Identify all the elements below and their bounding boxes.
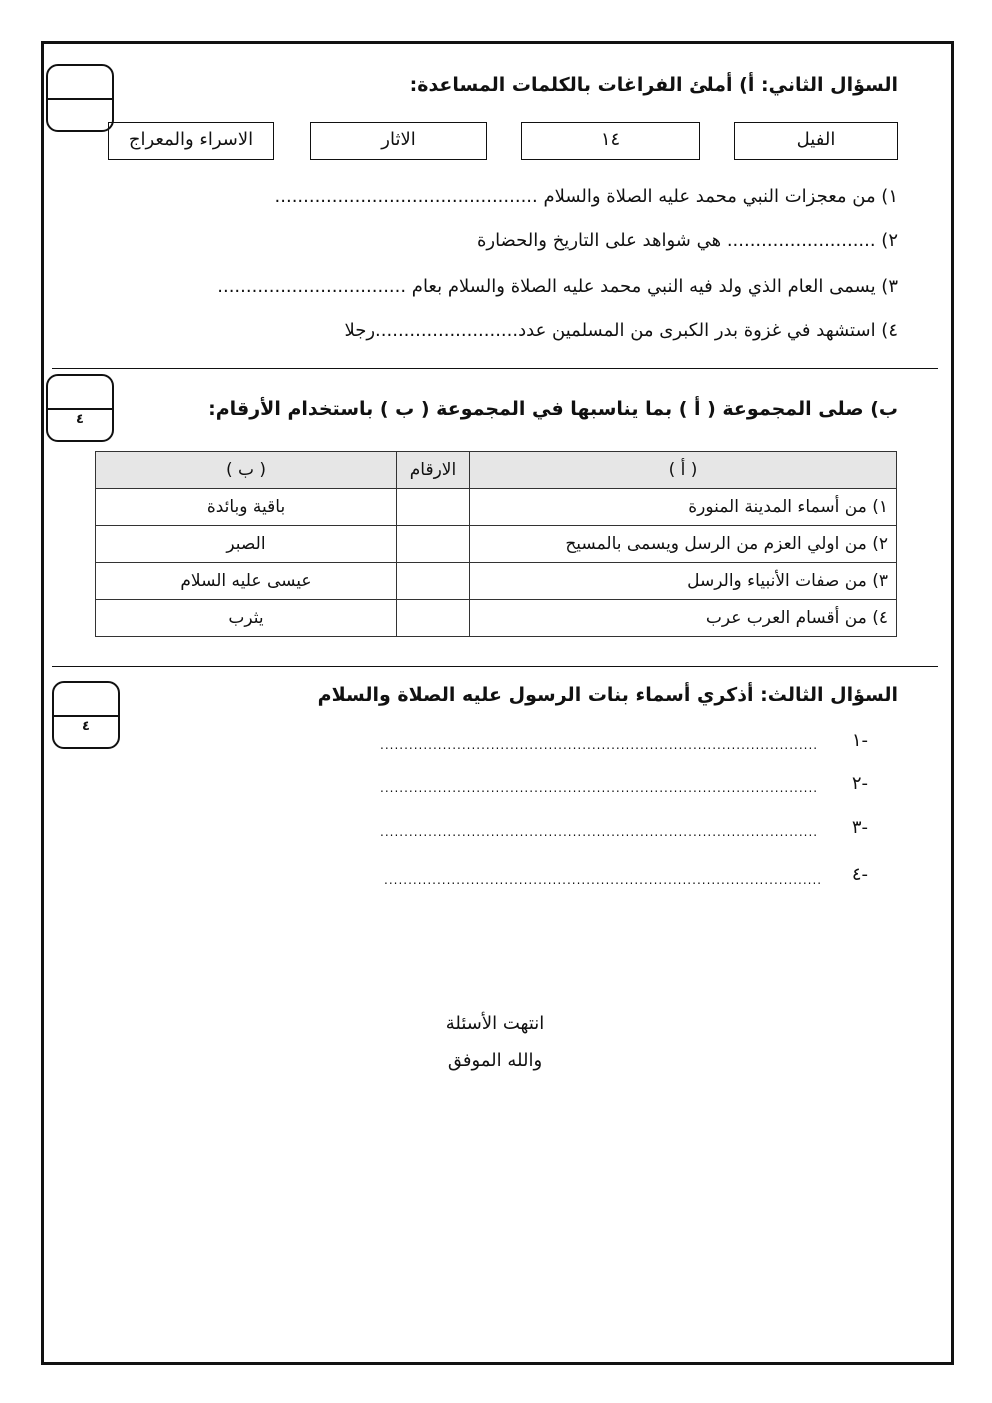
table-row: ٤) من أقسام العرب عرب يثرب [96,600,897,637]
answer-label-4: -٤ [851,864,868,885]
fill-item-2: ٢) .......................... هي شواهد على التاريخ والحضارة [476,230,898,251]
fill-item-1: ١) من معجزات النبي محمد عليه الصلاة والسلام .............................................. [274,186,898,207]
answer-label-2: -٢ [851,773,868,794]
answer-cell[interactable] [397,526,470,563]
fill-item-3: ٣) يسمى العام الذي ولد فيه النبي محمد عليه الصلاة والسلام بعام ................................. [217,276,898,297]
header-a: ( أ ) [470,452,897,489]
end-of-questions: انتهت الأسئلة [445,1013,545,1034]
answer-line-2[interactable]: ........................................................................................... [380,781,819,795]
q2b-title: ب) صلى المجموعة ( أ ) بما يناسبها في المجموعة ( ب ) باستخدام الأرقام: [208,398,898,420]
answer-label-1: -١ [851,730,868,751]
answer-line-4[interactable]: ........................................................................................... [384,873,823,887]
answer-cell[interactable] [397,489,470,526]
section-divider [52,368,938,369]
matching-table [95,451,897,637]
word-bank-item: الاسراء والمعراج [108,122,274,160]
answer-line-3[interactable]: ........................................................................................... [380,825,819,839]
answer-label-3: -٣ [851,817,868,838]
answer-cell[interactable] [397,600,470,637]
table-row: ١) من أسماء المدينة المنورة باقية وبائدة [96,489,897,526]
section-divider [52,666,938,667]
fill-item-4: ٤) استشهد في غزوة بدر الكبرى من المسلمين عدد.........................رجلا [344,320,898,341]
word-bank-item: الفيل [734,122,898,160]
word-bank-item: الاثار [310,122,487,160]
table-row: ٣) من صفات الأنبياء والرسل عيسى عليه السلام [96,563,897,600]
q3-title: السؤال الثالث: أذكري أسماء بنات الرسول عليه الصلاة والسلام [317,684,898,706]
score-box-q2a [46,64,114,132]
header-numbers: الارقام [397,452,470,489]
word-bank-item: ١٤ [521,122,700,160]
header-b: ( ب ) [96,452,397,489]
table-row: ٢) من اولي العزم من الرسل ويسمى بالمسيح الصبر [96,526,897,563]
answer-cell[interactable] [397,563,470,600]
score-box-q2b: ٤ [46,374,114,442]
table-header-row [96,452,897,489]
answer-line-1[interactable]: ........................................................................................... [380,738,819,752]
score-box-q3: ٤ [52,681,120,749]
closing-phrase: والله الموفق [447,1050,543,1071]
q2-title: السؤال الثاني: أ) أملئ الفراغات بالكلمات المساعدة: [409,74,898,96]
